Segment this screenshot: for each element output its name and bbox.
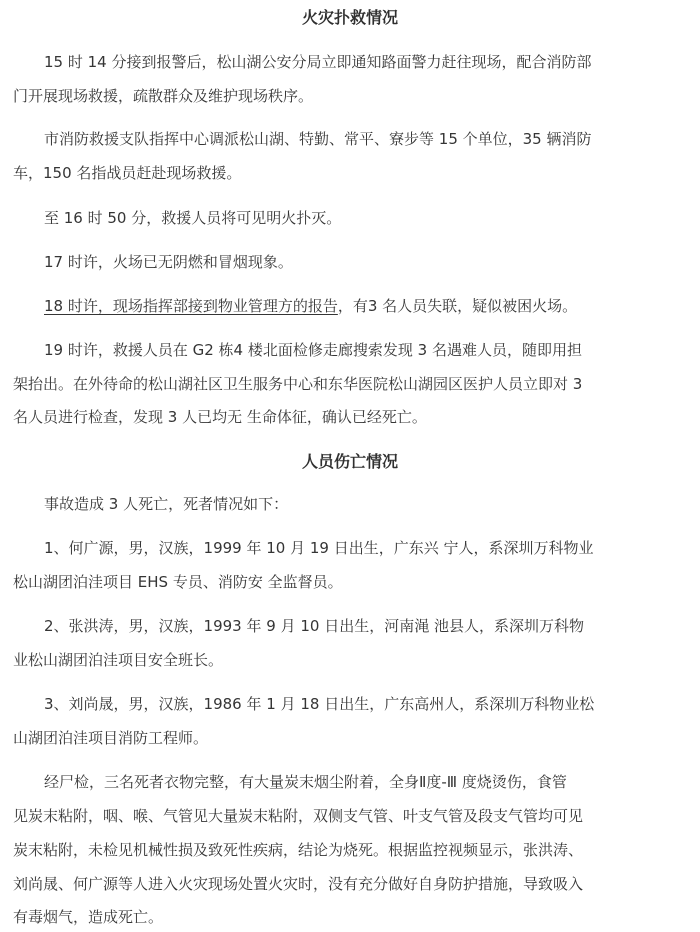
paragraph-dispatch-line-1: 市消防救援支队指挥中心调派松山湖、特勤、常平、寮步等 15 个单位，35 辆消防 [44, 130, 592, 148]
autopsy-line-1: 经尸检，三名死者衣物完整，有大量炭末烟尘附着，全身Ⅱ度-Ⅲ 度烧烫伤，食管 [44, 773, 567, 791]
victim-3-line-1: 3、刘尚晟，男，汉族，1986 年 1 月 18 日出生，广东高州人，系深圳万科物业松 [44, 695, 595, 713]
paragraph-alarm-line-2: 门开展现场救援，疏散群众及维护现场秩序。 [13, 87, 314, 105]
autopsy-line-5: 有毒烟气，造成死亡。 [13, 908, 164, 926]
paragraph-alarm-line-1: 15 时 14 分接到报警后，松山湖公安分局立即通知路面警力赶往现场，配合消防部 [44, 53, 592, 71]
missing-persons-text: ，有3 名人员失联，疑似被困火场。 [337, 297, 578, 315]
paragraph-dispatch-line-2: 车，150 名指战员赶赴现场救援。 [13, 164, 242, 182]
autopsy-line-4: 刘尚晟、何广源等人进入火灾现场处置火灾时，没有充分做好自身防护措施，导致吸入 [13, 875, 584, 893]
section-title-fire-rescue: 火灾扑救情况 [301, 8, 398, 27]
paragraph-casualty-intro: 事故造成 3 人死亡，死者情况如下： [44, 495, 289, 513]
paragraph-victims-found-line-1: 19 时许，救援人员在 G2 栋4 楼北面检修走廊搜索发现 3 名遇难人员，随即用担 [44, 341, 582, 359]
section-title-casualties: 人员伤亡情况 [301, 452, 398, 471]
victim-2-line-2: 业松山湖团泊洼项目安全班长。 [13, 651, 224, 669]
autopsy-line-3: 炭末粘附，未检见机械性损及致死性疾病，结论为烧死。根据监控视频显示，张洪涛、 [13, 841, 584, 859]
autopsy-line-2: 见炭末粘附，咽、喉、气管见大量炭末粘附，双侧支气管、叶支气管及段支气管均可见 [13, 807, 584, 825]
paragraph-fire-extinguished: 至 16 时 50 分，救援人员将可见明火扑灭。 [44, 209, 342, 227]
victim-2-line-1: 2、张洪涛，男，汉族，1993 年 9 月 10 日出生，河南渑 池县人，系深圳万科物 [44, 617, 584, 635]
victim-1-line-2: 松山湖团泊洼项目 EHS 专员、消防安 全监督员。 [13, 573, 343, 591]
paragraph-victims-found-line-2: 架抬出。在外待命的松山湖社区卫生服务中心和东华医院松山湖园区医护人员立即对 3 [13, 375, 583, 393]
paragraph-victims-found-line-3: 名人员进行检查，发现 3 人已均无 生命体征，确认已经死亡。 [13, 408, 427, 426]
victim-3-line-2: 山湖团泊洼项目消防工程师。 [13, 729, 209, 747]
victim-1-line-1: 1、何广源，男，汉族，1999 年 10 月 19 日出生，广东兴 宁人，系深圳万科物业 [44, 539, 594, 557]
paragraph-no-smoke: 17 时许，火场已无阴燃和冒烟现象。 [44, 253, 293, 271]
underlined-report-text: 18 时许，现场指挥部接到物业管理方的报告 [44, 297, 338, 315]
paragraph-missing-report [44, 296, 577, 316]
